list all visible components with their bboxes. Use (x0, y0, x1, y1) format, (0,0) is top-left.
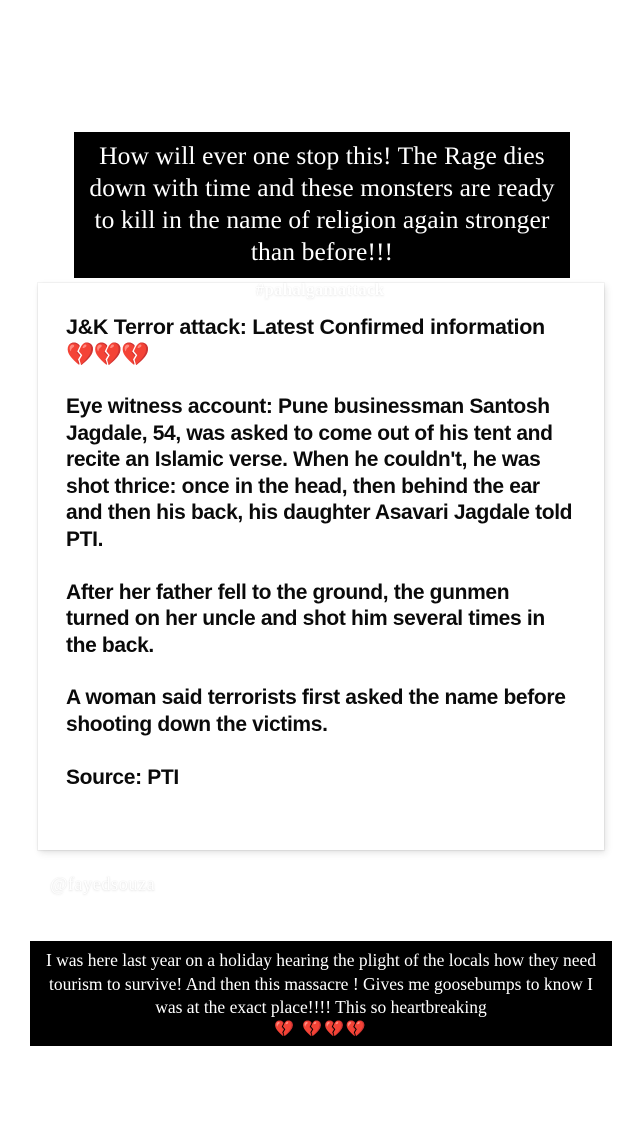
author-handle-watermark[interactable] (50, 874, 155, 896)
news-card-heading (66, 314, 576, 369)
news-card-heading-text: J&K Terror attack: Latest Confirmed information (66, 315, 545, 339)
news-card-paragraph: Eye witness account: Pune businessman Santosh Jagdale, 54, was asked to come out of his tent and recite an Islamic verse. When he couldn't, he was shot thrice: once in the head, then behind the ear and then his back, his daughter Asavari Jagdale told PTI. (66, 395, 573, 551)
news-card-source-line: Source: PTI (66, 765, 179, 789)
broken-heart-icon-group: 💔💔💔 (66, 341, 149, 367)
news-card-paragraph: A woman said terrorists first asked the name before shooting down the victims. (66, 686, 566, 736)
author-handle-text: @fayedsouza (50, 874, 156, 895)
hashtag-text: #pahalgamattack (255, 280, 385, 299)
bottom-caption-sticker (30, 941, 612, 1046)
bottom-caption-text: I was here last year on a holiday hearing the plight of the locals how they need tourism to survive! And then this massacre ! Gives me goosebumps to know I was at the exact place!!!! This so heartbreaking (45, 950, 597, 1017)
news-card-paragraph: After her father fell to the ground, the gunmen turned on her uncle and shot him several times in the back. (66, 580, 545, 657)
news-card (38, 283, 604, 850)
top-caption-text: How will ever one stop this! The Rage dies down with time and these monsters are ready to kill in the name of religion again stronger than before!!! (89, 141, 555, 266)
broken-heart-icon-group: 💔 💔💔💔 (274, 1020, 368, 1038)
top-caption-sticker (74, 132, 570, 278)
